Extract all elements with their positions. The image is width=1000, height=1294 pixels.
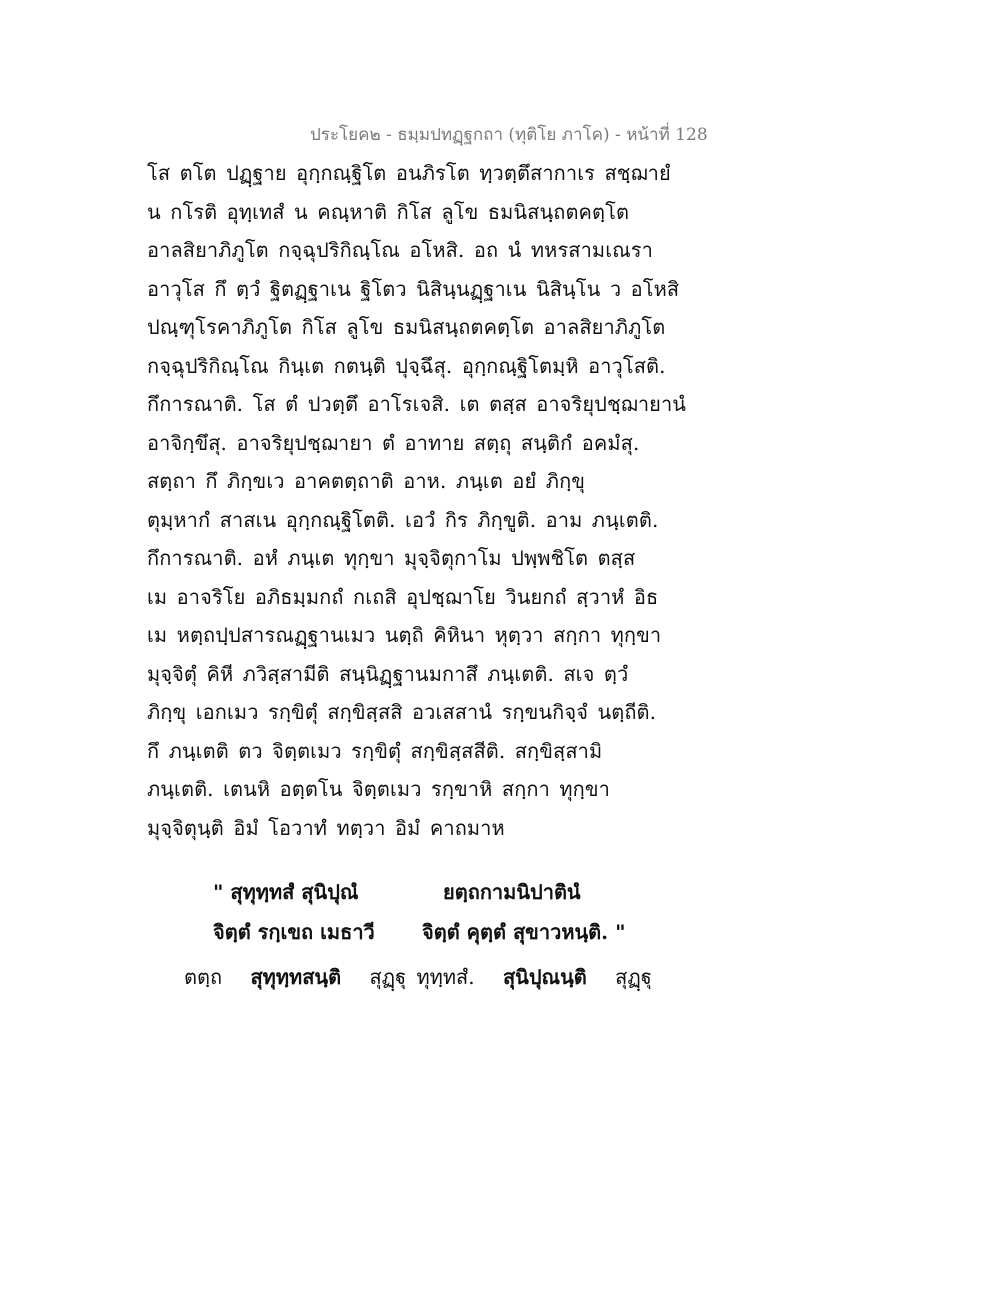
text-line: เม หตฺถปฺปสารณฏฺฐานเมว นตฺถิ คิหินา หุตฺวา สกฺกา ทุกฺขา: [147, 623, 662, 647]
text-line: สตฺถา กึ ภิกฺขเว อาคตตฺถาติ อาห. ภนฺเต อยํ ภิกฺขุ: [147, 469, 586, 493]
verse-line-1: [0, 872, 1000, 912]
commentary-term: สุทุทฺทสนฺติ: [250, 965, 342, 989]
verse-line-2: [0, 912, 1000, 952]
text-line: อาวุโส กึ ตฺวํ ฐิตฏฺฐาเน ฐิโตว นิสินฺนฏฺฐาเน นิสินฺโน ว อโหสิ: [147, 276, 680, 301]
running-header: ประโยค๒ - ธมฺมปทฏฺฐกถา (ทุติโย ภาโค) - หน้าที่ 128: [310, 125, 708, 145]
text-line: มุจฺจิตุนฺติ อิมํ โอวาทํ ทตฺวา อิมํ คาถมาห: [147, 815, 505, 840]
text-line: เม อาจริโย อภิธมฺมกถํ กเถสิ อุปชฺฌาโย วินยกถํ สฺวาหํ อิธ: [147, 584, 659, 609]
commentary-term: สุนิปุณนฺติ: [502, 965, 587, 989]
text-line: ภิกฺขุ เอกเมว รกฺขิตุํ สกฺขิสฺสสิ อวเสสานํ รกฺขนกิจฺจํ นตฺถีติ.: [147, 700, 657, 724]
text-line: โส ตโต ปฏฺฐาย อุกฺกณฺฐิโต อนภิรโต ทฺวตฺตึสากาเร สชฺฌายํ: [147, 161, 671, 185]
text-line: ปณฺฑุโรคาภิภูโต กิโส ลูโข ธมนิสนฺถตคตฺโต อาลสิยาภิภูโต: [147, 315, 666, 339]
commentary-gloss: สุฏฺฐุ ทุทฺทสํ.: [369, 965, 475, 989]
verse-block: [0, 872, 1000, 952]
text-line: กึการณาติ. อหํ ภนฺเต ทุกฺขา มุจฺจิตุกาโม ปพฺพชิโต ตสฺส: [147, 546, 636, 570]
text-line: กจฺฉุปริกิณฺโณ กินฺเต กตนฺติ ปุจฺฉึสุ. อุกฺกณฺฐิโตมฺหิ อาวุโสติ.: [147, 353, 666, 378]
commentary-lead: ตตฺถ: [184, 965, 223, 989]
text-line: ภนฺเตติ. เตนหิ อตฺตโน จิตฺตเมว รกฺขาหิ สกฺกา ทุกฺขา: [147, 777, 610, 801]
verse-hemistich: ยตฺถกามนิปาตินํ: [443, 880, 581, 904]
text-line: น กโรติ อุทฺเทสํ น คณฺหาติ กิโส ลูโข ธมนิสนฺถตคตฺโต: [147, 199, 630, 224]
verse-hemistich: จิตฺตํ รกฺเขถ เมธาวี: [213, 920, 375, 944]
commentary-gloss: สุฏฺฐุ: [615, 965, 652, 989]
text-line: ตุมฺหากํ สาสเน อุกฺกณฺฐิโตติ. เอวํ กิร ภิกฺขูติ. อาม ภนฺเตติ.: [147, 507, 659, 532]
text-line: มุจฺจิตุํ คิหี ภวิสฺสามีติ สนฺนิฏฺฐานมกาสึ ภนฺเตติ. สเจ ตฺวํ: [147, 661, 629, 686]
commentary-line: [184, 957, 670, 997]
text-line: อาจิกฺขึสุ. อาจริยุปชฺฌายา ตํ อาทาย สตฺถุ สนฺติกํ อคมํสุ.: [147, 430, 640, 455]
text-line: กึการณาติ. โส ตํ ปวตฺตึ อาโรเจสิ. เต ตสฺส อาจริยุปชฺฌายานํ: [147, 392, 687, 416]
verse-hemistich: " สุทุทฺทสํ สุนิปุณํ: [213, 880, 359, 904]
text-line: กึ ภนฺเตติ ตว จิตฺตเมว รกฺขิตุํ สกฺขิสฺสสีติ. สกฺขิสฺสามิ: [147, 738, 603, 763]
text-line: อาลสิยาภิภูโต กจฺฉุปริกิณฺโณ อโหสิ. อถ นํ ทหรสามเณรา: [147, 238, 653, 262]
body-text: [147, 154, 687, 847]
verse-hemistich: จิตฺตํ คุตฺตํ สุขาวหนฺติ. ": [422, 920, 626, 944]
